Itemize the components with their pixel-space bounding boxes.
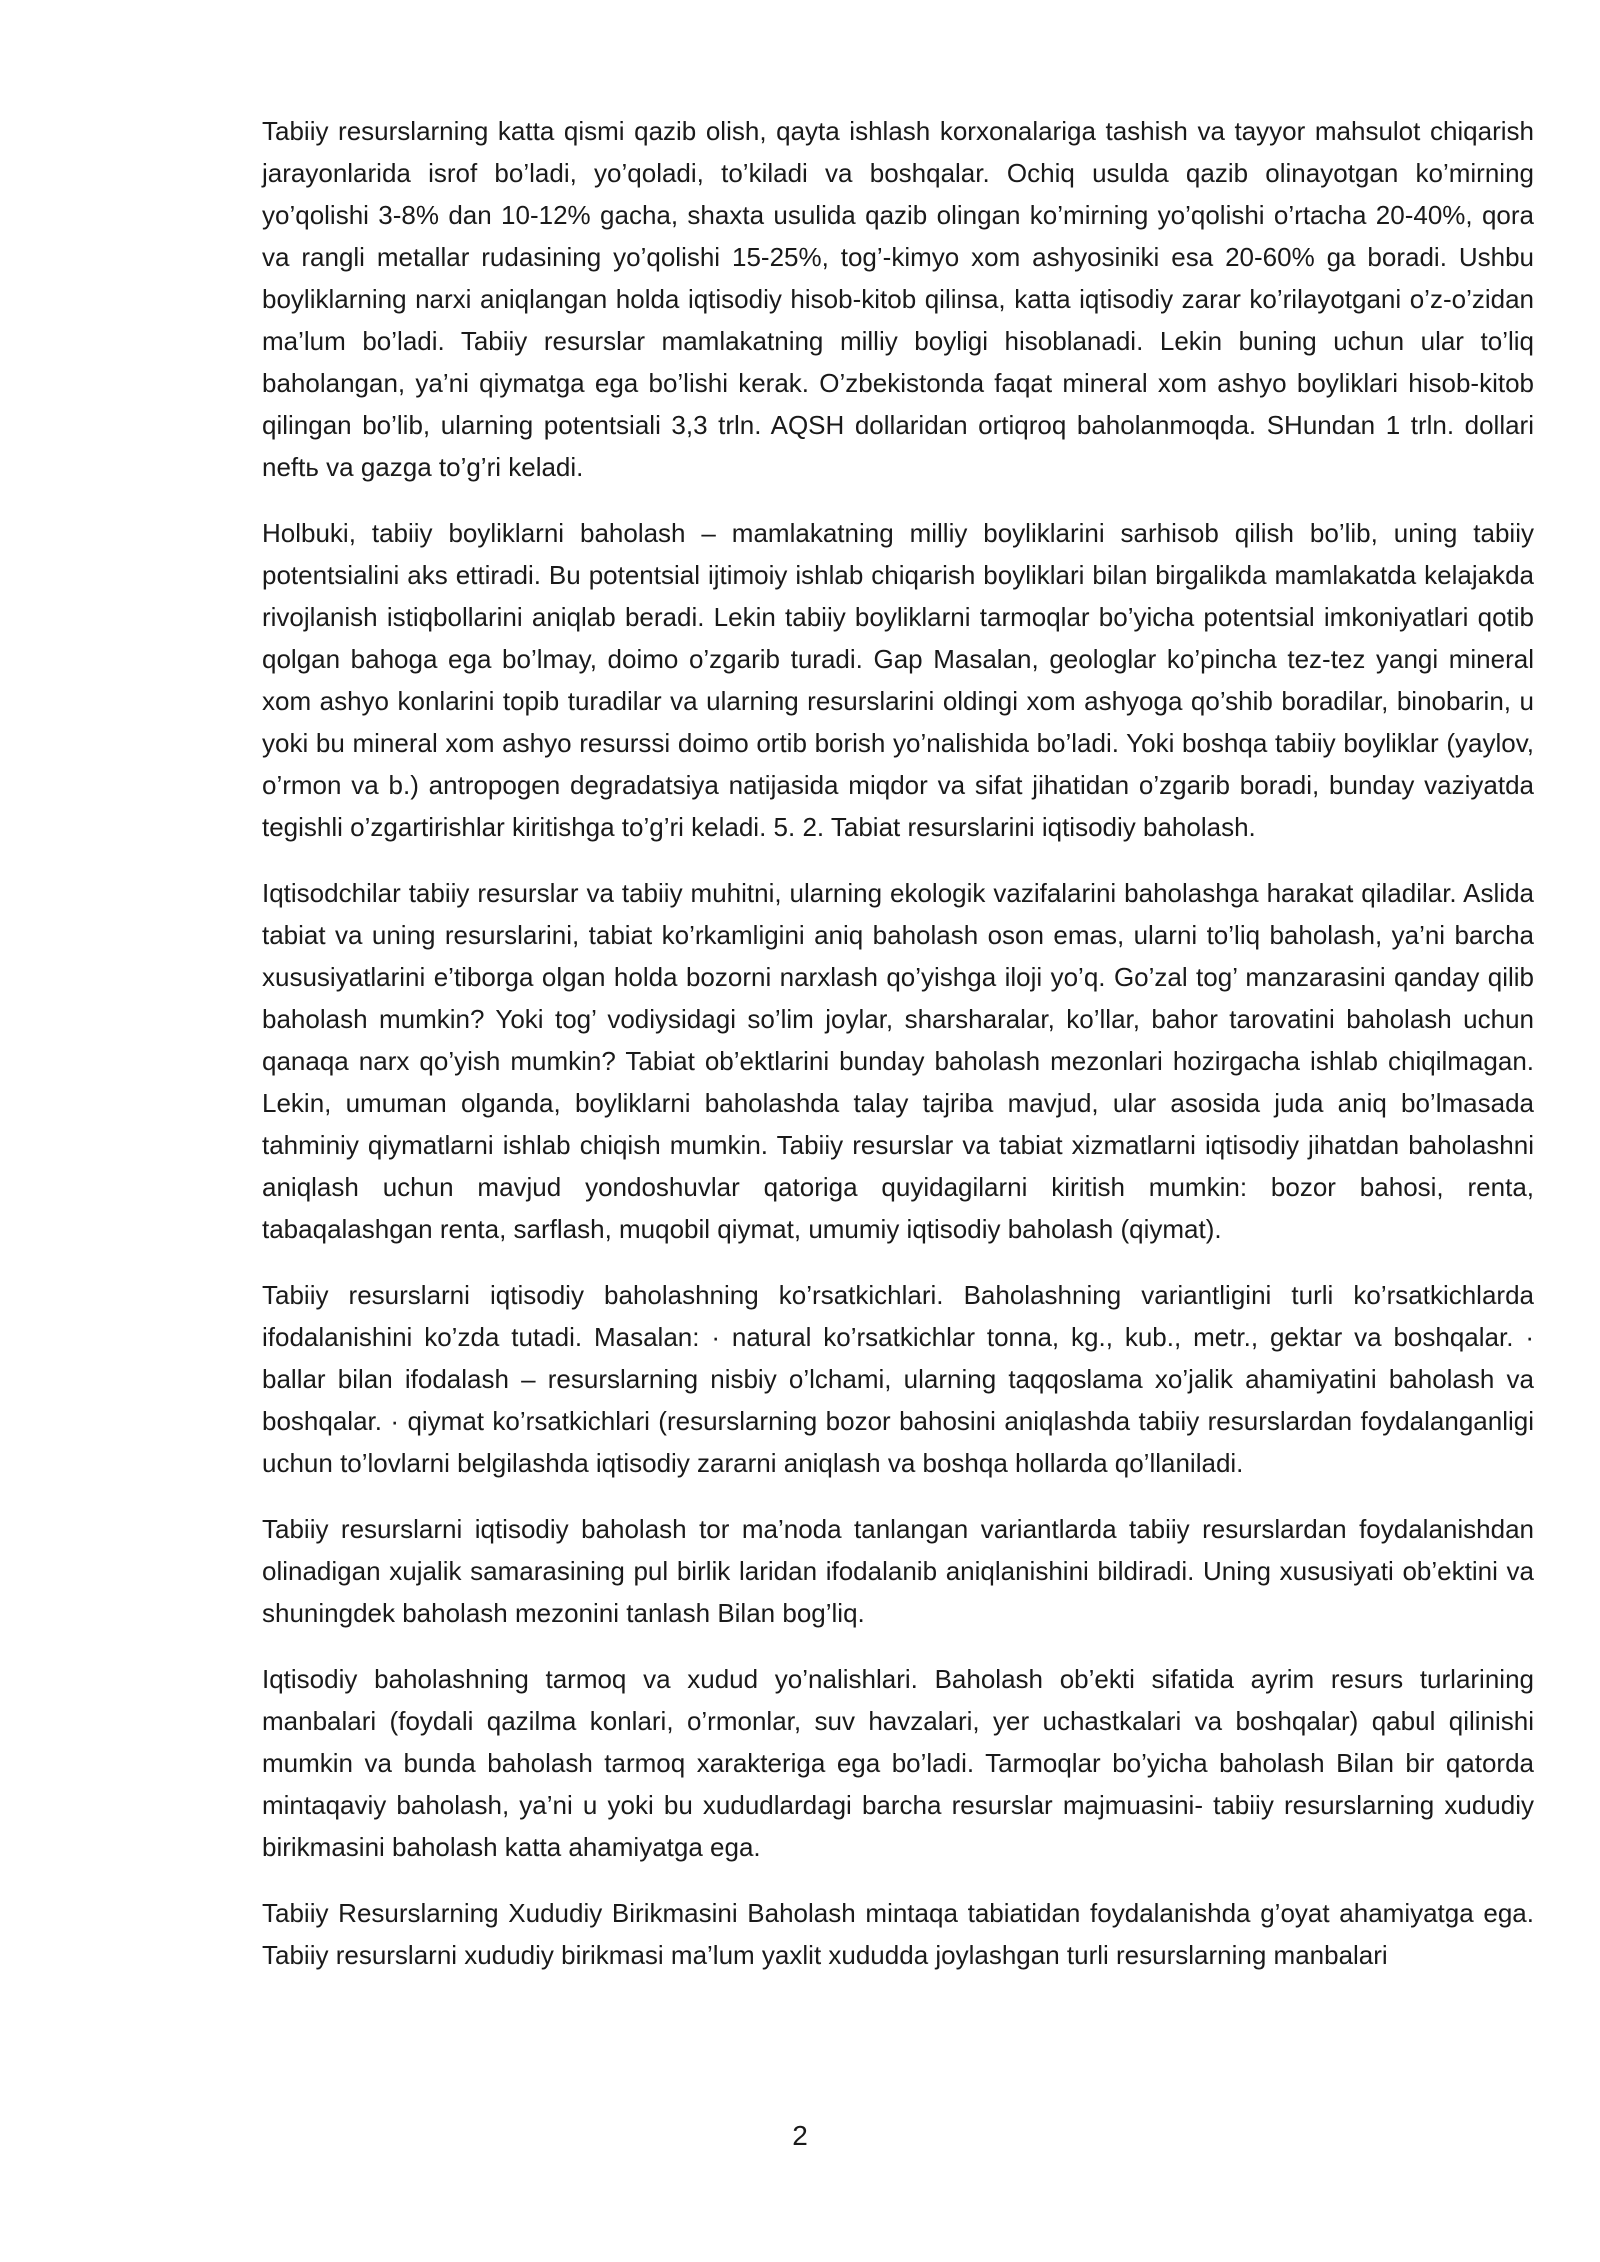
paragraph-narrow-sense-valuation: Tabiiy resurslarni iqtisodiy baholash tor ma’noda tanlangan variantlarda tabiiy resurslardan foydalanishdan olinadigan xujalik samarasining pul birlik laridan ifodalanib aniqlanishini bildiradi. Uning xususiyati ob’ektini va shuningdek baholash mezonini tanlash Bilan bog’liq. bbox=[262, 1514, 1534, 1628]
paragraph-territorial-combination: Tabiiy Resurslarning Xududiy Birikmasini Baholash mintaqa tabiatidan foydalanishda g’oyat ahamiyatga ega. Tabiiy resurslarni xududiy birikmasi ma’lum yaxlit xududda joylashgan turli resurslarning manbalari bbox=[262, 1898, 1534, 1970]
page-number: 2 bbox=[792, 2120, 808, 2151]
paragraph-sector-territory: Iqtisodiy baholashning tarmoq va xudud yo’nalishlari. Baholash ob’ekti sifatida ayrim resurs turlarining manbalari (foydali qazilma konlari, o’rmonlar, suv havzalari, yer uchastkalari va boshqalar) qabul qilinishi mumkin va bunda baholash tarmoq xarakteriga ega bo’ladi. Tarmoqlar bo’yicha baholash Bilan bir qatorda mintaqaviy baholash, ya’ni u yoki bu xududlardagi barcha resurslar majmuasini- tabiiy resurslarning xududiy birikmasini baholash katta ahamiyatga ega. bbox=[262, 1664, 1534, 1862]
paragraph-valuation-indicators: Tabiiy resurslarni iqtisodiy baholashning ko’rsatkichlari. Baholashning variantligini turli ko’rsatkichlarda ifodalanishini ko’zda tutadi. Masalan: · natural ko’rsatkichlar tonna, kg., kub., metr., gektar va boshqalar. · ballar bilan ifodalash – resurslarning nisbiy o’lchami, ularning taqqoslama xo’jalik ahamiyatini baholash va boshqalar. · qiymat ko’rsatkichlari (resurslarning bozor bahosini aniqlashda tabiiy resurslardan foydalanganligi uchun to’lovlarni belgilashda iqtisodiy zararni aniqlash va boshqa hollarda qo’llaniladi. bbox=[262, 1280, 1534, 1478]
document-body bbox=[262, 110, 1534, 1976]
paragraph-national-wealth: Holbuki, tabiiy boyliklarni baholash – mamlakatning milliy boyliklarini sarhisob qilish bo’lib, uning tabiiy potentsialini aks ettiradi. Bu potentsial ijtimoiy ishlab chiqarish boyliklari bilan birgalikda mamlakatda kelajakda rivojlanish istiqbollarini aniqlab beradi. Lekin tabiiy boyliklarni tarmoqlar bo’yicha potentsial imkoniyatlari qotib qolgan bahoga ega bo’lmay, doimo o’zgarib turadi. Gap Masalan, geologlar ko’pincha tez-tez yangi mineral xom ashyo konlarini topib turadilar va ularning resurslarini oldingi xom ashyoga qo’shib boradilar, binobarin, u yoki bu mineral xom ashyo resurssi doimo ortib borish yo’nalishida bo’ladi. Yoki boshqa tabiiy boyliklar (yaylov, o’rmon va b.) antropogen degradatsiya natijasida miqdor va sifat jihatidan o’zgarib boradi, bunday vaziyatda tegishli o’zgartirishlar kiritishga to’g’ri keladi. 5. 2. Tabiat resurslarini iqtisodiy baholash. bbox=[262, 518, 1534, 842]
paragraph-resource-losses: Tabiiy resurslarning katta qismi qazib olish, qayta ishlash korxonalariga tashish va tayyor mahsulot chiqarish jarayonlarida isrof bo’ladi, yo’qoladi, to’kiladi va boshqalar. Ochiq usulda qazib olinayotgan ko’mirning yo’qolishi 3-8% dan 10-12% gacha, shaxta usulida qazib olingan ko’mirning yo’qolishi o’rtacha 20-40%, qora va rangli metallar rudasining yo’qolishi 15-25%, tog’-kimyo xom ashyosiniki esa 20-60% ga boradi. Ushbu boyliklarning narxi aniqlangan holda iqtisodiy hisob-kitob qilinsa, katta iqtisodiy zarar ko’rilayotgani o’z-o’zidan ma’lum bo’ladi. Tabiiy resurslar mamlakatning milliy boyligi hisoblanadi. Lekin buning uchun ular to’liq baholangan, ya’ni qiymatga ega bo’lishi kerak. O’zbekistonda faqat mineral xom ashyo boyliklari hisob-kitob qilingan bo’lib, ularning potentsiali 3,3 trln. AQSH dollaridan ortiqroq baholanmoqda. SHundan 1 trln. dollari neftь va gazga to’g’ri keladi. bbox=[262, 116, 1534, 482]
paragraph-economists-valuation: Iqtisodchilar tabiiy resurslar va tabiiy muhitni, ularning ekologik vazifalarini baholashga harakat qiladilar. Aslida tabiat va uning resurslarini, tabiat ko’rkamligini aniq baholash oson emas, ularni to’liq baholash, ya’ni barcha xususiyatlarini e’tiborga olgan holda bozorni narxlash qo’yishga iloji yo’q. Go’zal tog’ manzarasini qanday qilib baholash mumkin? Yoki tog’ vodiysidagi so’lim joylar, sharsharalar, ko’llar, bahor tarovatini baholash uchun qanaqa narx qo’yish mumkin? Tabiat ob’ektlarini bunday baholash mezonlari hozirgacha ishlab chiqilmagan. Lekin, umuman olganda, boyliklarni baholashda talay tajriba mavjud, ular asosida juda aniq bo’lmasada tahminiy qiymatlarni ishlab chiqish mumkin. Tabiiy resurslar va tabiat xizmatlarni iqtisodiy jihatdan baholashni aniqlash uchun mavjud yondoshuvlar qatoriga quyidagilarni kiritish mumkin: bozor bahosi, renta, tabaqalashgan renta, sarflash, muqobil qiymat, umumiy iqtisodiy baholash (qiymat). bbox=[262, 878, 1534, 1244]
